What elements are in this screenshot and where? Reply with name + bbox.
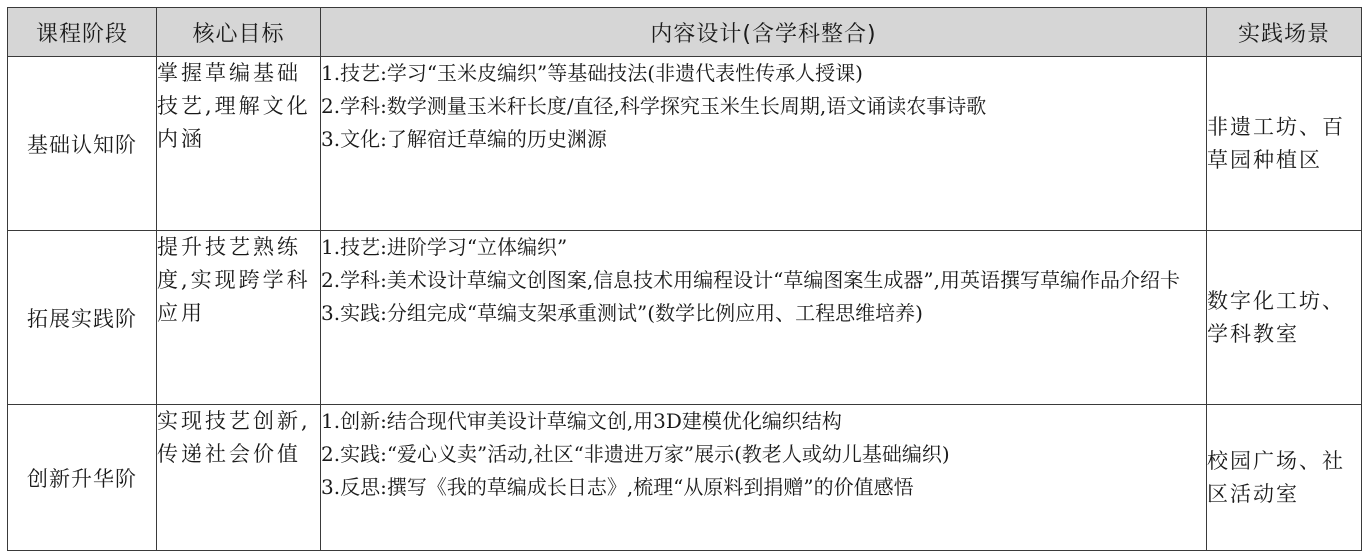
header-scene: 实践场景 <box>1207 8 1362 57</box>
goal-cell: 实现技艺创新,传递社会价值 <box>157 405 321 551</box>
content-line: 1.技艺:进阶学习“立体编织” <box>321 235 568 259</box>
content-line: 3.实践:分组完成“草编支架承重测试”(数学比例应用、工程思维培养) <box>321 301 923 325</box>
content-line: 2.实践:“爱心义卖”活动,社区“非遗进万家”展示(教老人或幼儿基础编织) <box>321 442 950 466</box>
stage-cell: 拓展实践阶 <box>8 231 157 405</box>
content-cell <box>321 405 1207 551</box>
table-row <box>8 231 1362 405</box>
content-cell <box>321 231 1207 405</box>
header-goal: 核心目标 <box>157 8 321 57</box>
content-line: 2.学科:数学测量玉米秆长度/直径,科学探究玉米生长周期,语文诵读农事诗歌 <box>321 94 987 118</box>
content-line: 3.反思:撰写《我的草编成长日志》,梳理“从原料到捐赠”的价值感悟 <box>321 475 914 499</box>
goal-cell: 掌握草编基础技艺,理解文化内涵 <box>157 57 321 231</box>
table-row <box>8 405 1362 551</box>
stage-cell: 创新升华阶 <box>8 405 157 551</box>
content-line: 2.学科:美术设计草编文创图案,信息技术用编程设计“草编图案生成器”,用英语撰写草编作品介绍卡 <box>321 268 1180 292</box>
scene-cell: 校园广场、社区活动室 <box>1207 405 1362 551</box>
header-content: 内容设计(含学科整合) <box>321 8 1207 57</box>
goal-cell: 提升技艺熟练度,实现跨学科应用 <box>157 231 321 405</box>
header-stage: 课程阶段 <box>8 8 157 57</box>
content-line: 3.文化:了解宿迁草编的历史渊源 <box>321 127 607 151</box>
header-row <box>8 8 1362 57</box>
scene-cell: 非遗工坊、百草园种植区 <box>1207 57 1362 231</box>
content-cell <box>321 57 1207 231</box>
content-line: 1.技艺:学习“玉米皮编织”等基础技法(非遗代表性传承人授课) <box>321 61 863 85</box>
stage-cell: 基础认知阶 <box>8 57 157 231</box>
content-line: 1.创新:结合现代审美设计草编文创,用3D建模优化编织结构 <box>321 409 842 433</box>
curriculum-table <box>7 7 1362 551</box>
table-row <box>8 57 1362 231</box>
scene-cell: 数字化工坊、学科教室 <box>1207 231 1362 405</box>
